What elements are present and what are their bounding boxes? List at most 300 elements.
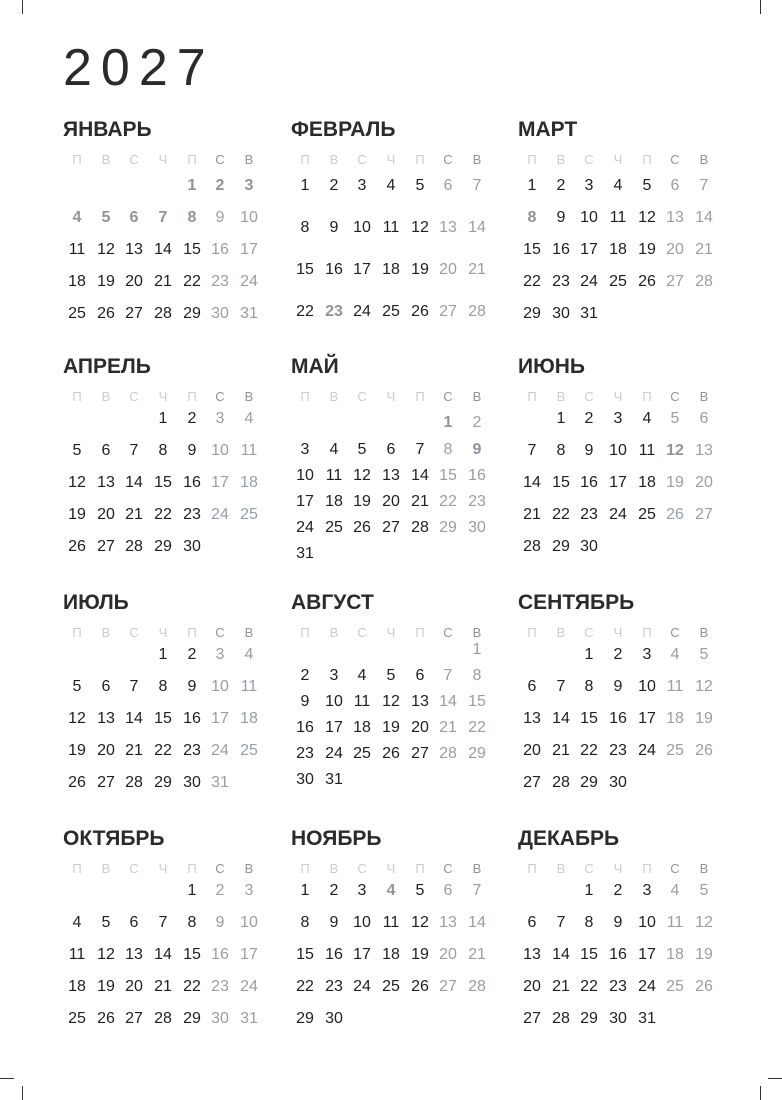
day-cell: 4: [244, 646, 254, 663]
day-cell: 24: [325, 745, 343, 762]
day-cell: 4: [670, 646, 680, 663]
day-cell: 13: [382, 467, 400, 484]
day-cell: 17: [325, 719, 343, 736]
day-cell: 18: [353, 719, 371, 736]
day-cell: 22: [154, 506, 172, 523]
day-cell: 26: [695, 978, 713, 995]
day-cell: 24: [353, 303, 371, 320]
day-cell: 5: [72, 678, 82, 695]
weekday-label: В: [556, 389, 566, 404]
day-cell: 14: [154, 241, 172, 258]
day-cell: 8: [556, 442, 566, 459]
weekday-label: П: [527, 861, 537, 876]
day-cell: 1: [472, 641, 482, 658]
weekday-label: В: [329, 389, 339, 404]
day-cell: 19: [68, 506, 86, 523]
weekday-label: В: [101, 389, 111, 404]
month-block: [518, 827, 723, 1057]
day-cell: 14: [468, 219, 486, 236]
day-cell: 3: [642, 882, 652, 899]
crop-mark: [760, 0, 761, 14]
day-cell: 13: [97, 474, 115, 491]
day-cell: 6: [101, 442, 111, 459]
day-cell: 22: [154, 742, 172, 759]
day-cell: 7: [556, 678, 566, 695]
day-cell: 18: [325, 493, 343, 510]
weekday-label: С: [584, 389, 594, 404]
day-cell: 3: [215, 646, 225, 663]
day-cell: 29: [580, 1010, 598, 1027]
weekday-label: В: [556, 861, 566, 876]
day-cell: 26: [353, 519, 371, 536]
day-cell: 7: [699, 177, 709, 194]
day-cell: 20: [666, 241, 684, 258]
day-cell: 16: [296, 719, 314, 736]
day-cell: 9: [187, 442, 197, 459]
weekday-label: Ч: [158, 152, 168, 167]
weekday-label: С: [357, 389, 367, 404]
day-cell: 7: [472, 177, 482, 194]
day-cell: 11: [68, 946, 86, 963]
month-block: [291, 827, 496, 1057]
day-cell: 24: [211, 742, 229, 759]
day-cell: 1: [187, 882, 197, 899]
day-cell: 9: [584, 442, 594, 459]
day-cell: 2: [556, 177, 566, 194]
day-cell: 10: [240, 209, 258, 226]
weekday-label: В: [472, 389, 482, 404]
day-cell: 5: [415, 882, 425, 899]
day-cell: 27: [411, 745, 429, 762]
day-cell: 24: [296, 519, 314, 536]
day-cell: 9: [329, 219, 339, 236]
day-cell: 18: [638, 474, 656, 491]
day-cell: 11: [240, 442, 258, 459]
day-cell: 25: [382, 303, 400, 320]
weekday-label: П: [187, 861, 197, 876]
day-cell: 25: [666, 742, 684, 759]
weekday-label: Ч: [613, 152, 623, 167]
day-cell: 16: [183, 474, 201, 491]
day-cell: 7: [129, 442, 139, 459]
day-cell: 24: [638, 742, 656, 759]
day-cell: 27: [382, 519, 400, 536]
day-cell: 29: [183, 1010, 201, 1027]
day-cell: 7: [472, 882, 482, 899]
month-name: ДЕКАБРЬ: [518, 827, 620, 850]
day-cell: 20: [97, 506, 115, 523]
day-cell: 3: [357, 882, 367, 899]
day-cell: 29: [439, 519, 457, 536]
day-cell: 1: [527, 177, 537, 194]
day-cell: 6: [129, 914, 139, 931]
day-cell: 9: [215, 209, 225, 226]
month-name: ЯНВАРЬ: [63, 118, 152, 141]
day-cell: 17: [240, 946, 258, 963]
weekday-label: П: [72, 152, 82, 167]
weekday-label: П: [300, 152, 310, 167]
day-cell: 28: [552, 774, 570, 791]
day-cell: 13: [523, 946, 541, 963]
day-cell: 6: [527, 914, 537, 931]
day-cell: 2: [300, 667, 310, 684]
month-block: [518, 118, 723, 348]
month-name: ИЮЛЬ: [63, 591, 129, 614]
day-cell: 8: [472, 667, 482, 684]
day-cell: 7: [129, 678, 139, 695]
month-block: [63, 827, 268, 1057]
month-block: [63, 355, 268, 585]
day-cell: 19: [411, 261, 429, 278]
weekday-label: П: [642, 861, 652, 876]
day-cell: 30: [183, 774, 201, 791]
day-cell: 20: [97, 742, 115, 759]
month-name: МАЙ: [291, 355, 339, 378]
day-cell: 15: [296, 261, 314, 278]
day-cell: 23: [609, 978, 627, 995]
day-cell: 28: [523, 538, 541, 555]
day-cell: 5: [699, 882, 709, 899]
day-cell: 7: [556, 914, 566, 931]
day-cell: 11: [382, 914, 400, 931]
weekday-label: С: [670, 625, 680, 640]
day-cell: 22: [296, 978, 314, 995]
day-cell: 8: [300, 219, 310, 236]
day-cell: 18: [666, 710, 684, 727]
day-cell: 15: [154, 474, 172, 491]
weekday-label: П: [415, 152, 425, 167]
day-cell: 9: [215, 914, 225, 931]
day-cell: 15: [183, 946, 201, 963]
day-cell: 30: [211, 305, 229, 322]
weekday-label: В: [101, 152, 111, 167]
weekday-label: С: [357, 152, 367, 167]
day-cell: 10: [580, 209, 598, 226]
weekday-label: С: [129, 861, 139, 876]
day-cell: 19: [353, 493, 371, 510]
month-name: ОКТЯБРЬ: [63, 827, 165, 850]
day-cell: 26: [695, 742, 713, 759]
weekday-label: С: [215, 389, 225, 404]
day-cell: 16: [325, 946, 343, 963]
weekday-label: В: [472, 625, 482, 640]
weekday-label: Ч: [386, 389, 396, 404]
day-cell: 19: [638, 241, 656, 258]
day-cell: 28: [552, 1010, 570, 1027]
weekday-label: П: [300, 389, 310, 404]
day-cell: 9: [329, 914, 339, 931]
day-cell: 3: [244, 882, 254, 899]
day-cell: 24: [240, 978, 258, 995]
day-cell: 8: [158, 442, 168, 459]
day-cell: 4: [72, 914, 82, 931]
day-cell: 21: [411, 493, 429, 510]
day-cell: 30: [296, 771, 314, 788]
day-cell: 13: [439, 219, 457, 236]
day-cell: 12: [68, 710, 86, 727]
day-cell: 17: [240, 241, 258, 258]
weekday-label: С: [357, 625, 367, 640]
day-cell: 18: [68, 273, 86, 290]
day-cell: 19: [695, 946, 713, 963]
day-cell: 15: [552, 474, 570, 491]
day-cell: 21: [552, 978, 570, 995]
day-cell: 2: [584, 410, 594, 427]
day-cell: 8: [443, 441, 453, 458]
weekday-label: С: [129, 389, 139, 404]
day-cell: 26: [411, 303, 429, 320]
day-cell: 8: [187, 209, 197, 226]
day-cell: 13: [125, 241, 143, 258]
month-name: ИЮНЬ: [518, 355, 586, 378]
day-cell: 7: [443, 667, 453, 684]
day-cell: 26: [411, 978, 429, 995]
day-cell: 29: [296, 1010, 314, 1027]
weekday-label: П: [300, 625, 310, 640]
month-block: [291, 355, 496, 585]
day-cell: 2: [329, 882, 339, 899]
day-cell: 17: [638, 946, 656, 963]
day-cell: 8: [158, 678, 168, 695]
day-cell: 10: [638, 678, 656, 695]
day-cell: 14: [523, 474, 541, 491]
day-cell: 26: [68, 774, 86, 791]
day-cell: 12: [68, 474, 86, 491]
day-cell: 28: [125, 538, 143, 555]
day-cell: 20: [523, 742, 541, 759]
day-cell: 26: [666, 506, 684, 523]
weekday-label: С: [215, 152, 225, 167]
day-cell: 6: [443, 882, 453, 899]
day-cell: 7: [415, 441, 425, 458]
day-cell: 13: [523, 710, 541, 727]
day-cell: 20: [523, 978, 541, 995]
day-cell: 8: [300, 914, 310, 931]
day-cell: 30: [468, 519, 486, 536]
day-cell: 9: [187, 678, 197, 695]
day-cell: 11: [325, 467, 343, 484]
day-cell: 18: [609, 241, 627, 258]
day-cell: 25: [325, 519, 343, 536]
weekday-label: П: [527, 152, 537, 167]
day-cell: 15: [523, 241, 541, 258]
day-cell: 16: [211, 241, 229, 258]
weekday-label: С: [443, 625, 453, 640]
day-cell: 23: [183, 506, 201, 523]
day-cell: 26: [382, 745, 400, 762]
day-cell: 6: [129, 209, 139, 226]
day-cell: 6: [443, 177, 453, 194]
day-cell: 11: [638, 442, 656, 459]
day-cell: 20: [125, 273, 143, 290]
day-cell: 16: [183, 710, 201, 727]
day-cell: 29: [183, 305, 201, 322]
day-cell: 10: [353, 914, 371, 931]
day-cell: 25: [68, 305, 86, 322]
weekday-label: В: [244, 625, 254, 640]
day-cell: 21: [439, 719, 457, 736]
weekday-label: П: [642, 389, 652, 404]
day-cell: 15: [439, 467, 457, 484]
day-cell: 23: [325, 978, 343, 995]
weekday-label: Ч: [386, 625, 396, 640]
weekday-label: П: [415, 861, 425, 876]
weekday-label: С: [443, 861, 453, 876]
day-cell: 13: [125, 946, 143, 963]
month-name: СЕНТЯБРЬ: [518, 591, 635, 614]
day-cell: 28: [125, 774, 143, 791]
month-name: МАРТ: [518, 118, 578, 141]
crop-mark: [22, 0, 23, 14]
day-cell: 24: [211, 506, 229, 523]
day-cell: 25: [68, 1010, 86, 1027]
day-cell: 3: [329, 667, 339, 684]
day-cell: 1: [158, 410, 168, 427]
day-cell: 20: [439, 261, 457, 278]
day-cell: 30: [552, 305, 570, 322]
month-block: [63, 118, 268, 348]
month-block: [291, 591, 496, 821]
month-name: НОЯБРЬ: [291, 827, 382, 850]
day-cell: 16: [609, 710, 627, 727]
day-cell: 3: [244, 177, 254, 194]
crop-mark: [760, 1086, 761, 1100]
day-cell: 23: [325, 303, 343, 320]
weekday-label: Ч: [386, 152, 396, 167]
day-cell: 31: [240, 305, 258, 322]
day-cell: 25: [609, 273, 627, 290]
day-cell: 30: [609, 1010, 627, 1027]
day-cell: 27: [125, 305, 143, 322]
day-cell: 28: [468, 978, 486, 995]
weekday-label: П: [72, 861, 82, 876]
weekday-label: В: [244, 389, 254, 404]
day-cell: 4: [642, 410, 652, 427]
day-cell: 21: [695, 241, 713, 258]
month-block: [291, 118, 496, 348]
day-cell: 1: [300, 177, 310, 194]
day-cell: 14: [439, 693, 457, 710]
day-cell: 15: [183, 241, 201, 258]
day-cell: 27: [523, 774, 541, 791]
weekday-label: В: [244, 861, 254, 876]
day-cell: 24: [580, 273, 598, 290]
weekday-label: П: [415, 625, 425, 640]
day-cell: 22: [183, 273, 201, 290]
day-cell: 15: [580, 710, 598, 727]
day-cell: 4: [357, 667, 367, 684]
day-cell: 23: [580, 506, 598, 523]
day-cell: 28: [468, 303, 486, 320]
weekday-label: П: [527, 389, 537, 404]
day-cell: 5: [670, 410, 680, 427]
day-cell: 6: [101, 678, 111, 695]
day-cell: 30: [211, 1010, 229, 1027]
day-cell: 31: [296, 545, 314, 562]
day-cell: 20: [439, 946, 457, 963]
day-cell: 25: [666, 978, 684, 995]
day-cell: 27: [97, 538, 115, 555]
day-cell: 26: [68, 538, 86, 555]
day-cell: 21: [468, 946, 486, 963]
day-cell: 14: [154, 946, 172, 963]
day-cell: 1: [443, 414, 453, 431]
day-cell: 22: [439, 493, 457, 510]
day-cell: 21: [523, 506, 541, 523]
day-cell: 6: [386, 441, 396, 458]
weekday-label: С: [584, 861, 594, 876]
day-cell: 16: [325, 261, 343, 278]
day-cell: 5: [415, 177, 425, 194]
day-cell: 20: [382, 493, 400, 510]
day-cell: 26: [638, 273, 656, 290]
day-cell: 7: [527, 442, 537, 459]
day-cell: 8: [584, 678, 594, 695]
month-name: АПРЕЛЬ: [63, 355, 151, 378]
day-cell: 23: [183, 742, 201, 759]
month-name: ФЕВРАЛЬ: [291, 118, 396, 141]
day-cell: 3: [642, 646, 652, 663]
day-cell: 14: [125, 474, 143, 491]
day-cell: 19: [666, 474, 684, 491]
day-cell: 16: [468, 467, 486, 484]
day-cell: 6: [527, 678, 537, 695]
day-cell: 11: [609, 209, 627, 226]
day-cell: 22: [523, 273, 541, 290]
day-cell: 25: [353, 745, 371, 762]
weekday-label: С: [584, 625, 594, 640]
day-cell: 12: [353, 467, 371, 484]
weekday-label: П: [642, 152, 652, 167]
day-cell: 17: [353, 946, 371, 963]
day-cell: 2: [472, 414, 482, 431]
day-cell: 19: [411, 946, 429, 963]
day-cell: 2: [613, 646, 623, 663]
weekday-label: С: [584, 152, 594, 167]
day-cell: 15: [154, 710, 172, 727]
weekday-label: В: [244, 152, 254, 167]
day-cell: 7: [158, 914, 168, 931]
day-cell: 5: [101, 209, 111, 226]
month-name: АВГУСТ: [291, 591, 374, 614]
day-cell: 4: [386, 177, 396, 194]
day-cell: 25: [382, 978, 400, 995]
weekday-label: С: [215, 625, 225, 640]
day-cell: 13: [411, 693, 429, 710]
day-cell: 23: [609, 742, 627, 759]
day-cell: 16: [580, 474, 598, 491]
day-cell: 19: [97, 273, 115, 290]
day-cell: 30: [580, 538, 598, 555]
day-cell: 31: [211, 774, 229, 791]
day-cell: 10: [325, 693, 343, 710]
weekday-label: В: [699, 389, 709, 404]
day-cell: 27: [666, 273, 684, 290]
day-cell: 12: [382, 693, 400, 710]
day-cell: 14: [468, 914, 486, 931]
day-cell: 12: [411, 914, 429, 931]
weekday-label: В: [699, 152, 709, 167]
day-cell: 24: [609, 506, 627, 523]
weekday-label: С: [443, 389, 453, 404]
weekday-label: Ч: [613, 625, 623, 640]
day-cell: 18: [240, 474, 258, 491]
weekday-label: П: [72, 625, 82, 640]
day-cell: 29: [552, 538, 570, 555]
day-cell: 24: [240, 273, 258, 290]
day-cell: 2: [187, 410, 197, 427]
day-cell: 13: [97, 710, 115, 727]
